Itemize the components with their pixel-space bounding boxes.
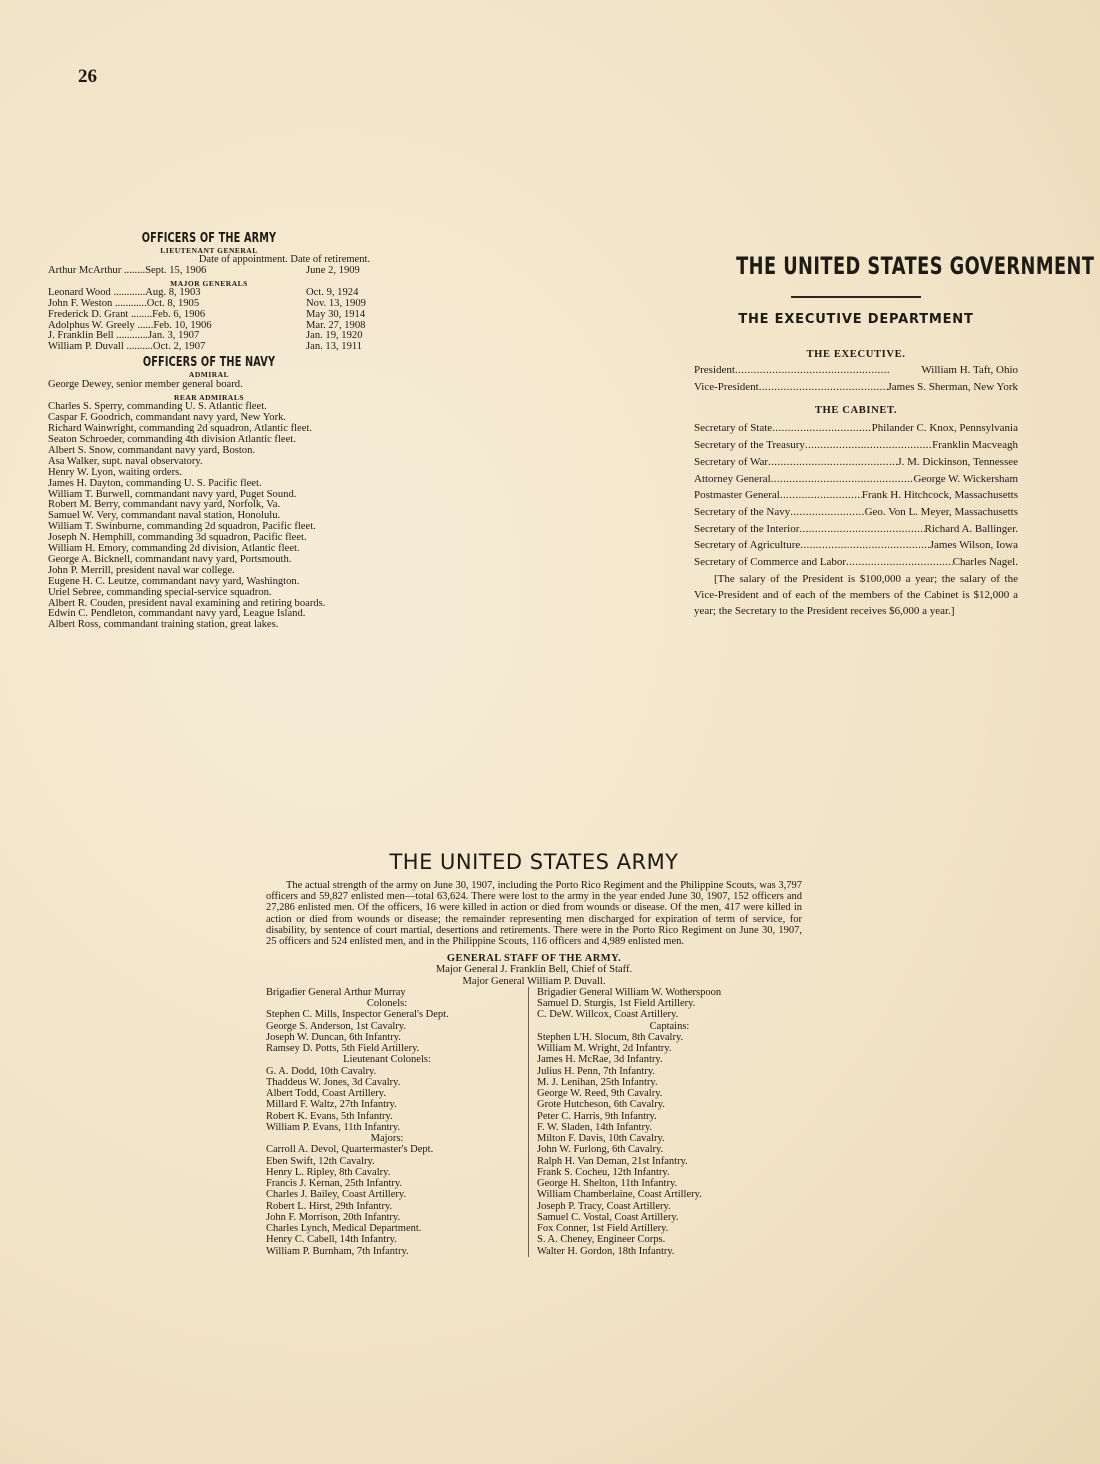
rear-admiral-entry: Eugene H. C. Leutze, commandant navy yard, Washington. — [48, 575, 300, 587]
staff-officer: Samuel D. Sturgis, 1st Field Artillery. — [537, 998, 696, 1010]
leader-dots — [768, 454, 897, 471]
rear-admiral-entry: Caspar F. Goodrich, commandant navy yard, New York. — [48, 412, 287, 424]
leader-dots — [772, 420, 871, 437]
staff-officer: Francis J. Kernan, 25th Infantry. — [266, 1178, 403, 1190]
rear-admiral-entry: James H. Dayton, commanding U. S. Pacific fleet. — [48, 477, 262, 489]
officer-retirement: Nov. 13, 1909 — [306, 297, 366, 309]
salary-note: [The salary of the President is $100,000 a year; the salary of the Vice-President and of each of the members of the Cabinet is $12,000 a year; the Secretary to the President receives $6,000 a year.] — [694, 572, 1018, 618]
rear-admiral-entry: John P. Merrill, president naval war college. — [48, 564, 235, 576]
officers-section — [48, 230, 370, 631]
officer-appointment: Arthur McArthur ........Sept. 15, 1906 — [48, 265, 207, 276]
leader-dots — [780, 487, 862, 504]
lieutenant-general-heading: LIEUTENANT GENERAL — [160, 246, 258, 255]
office-title: Secretary of the Interior — [694, 522, 800, 535]
office-title: Postmaster General — [694, 489, 780, 502]
lieutenant-general-list — [48, 266, 370, 277]
cabinet-heading: THE CABINET. — [814, 405, 898, 417]
leader-dots — [800, 537, 929, 554]
office-row — [694, 487, 1018, 504]
rear-admiral-entry: Samuel W. Very, commandant naval station, Honolulu. — [48, 510, 281, 522]
staff-officer: Samuel C. Vostal, Coast Artillery. — [537, 1211, 679, 1223]
staff-officer: Charles J. Bailey, Coast Artillery. — [266, 1189, 407, 1201]
rear-admirals-heading: REAR ADMIRALS — [173, 393, 245, 403]
staff-officer: Peter C. Harris, 9th Infantry. — [537, 1110, 657, 1122]
department-heading: THE EXECUTIVE DEPARTMENT — [738, 312, 974, 327]
leader-dots — [735, 362, 921, 379]
leader-dots — [799, 521, 924, 538]
office-row — [694, 504, 1018, 521]
office-holder: George W. Wickersham — [913, 472, 1018, 485]
rear-admirals-list — [48, 402, 370, 631]
rear-admiral-entry: Henry W. Lyon, waiting orders. — [48, 466, 182, 478]
office-row — [694, 454, 1018, 471]
office-holder: Charles Nagel. — [952, 556, 1018, 569]
navy-officers-title: OFFICERS OF THE NAVY — [142, 354, 276, 371]
staff-officer: Brigadier General William W. Wotherspoon — [537, 986, 722, 998]
staff-officer: Eben Swift, 12th Cavalry. — [266, 1155, 375, 1167]
second-major-general: Major General William P. Duvall. — [462, 975, 606, 987]
staff-officer: Ralph H. Van Deman, 21st Infantry. — [537, 1155, 688, 1167]
office-title: Secretary of the Treasury — [694, 439, 805, 452]
dates-heading: Date of appointment. Date of retirement. — [198, 254, 370, 265]
rear-admiral-entry: Joseph N. Hemphill, commanding 3d squadron, Pacific fleet. — [48, 532, 307, 544]
officer-appointment: J. Franklin Bell ............Jan. 3, 1907 — [48, 331, 200, 342]
officer-appointment: Frederick D. Grant ........Feb. 6, 1906 — [48, 309, 206, 320]
rank-heading: Majors: — [370, 1133, 404, 1145]
leader-dots — [771, 471, 914, 488]
staff-officer: Walter H. Gordon, 18th Infantry. — [537, 1245, 675, 1257]
office-row — [694, 537, 1018, 554]
rank-heading: Colonels: — [366, 998, 408, 1010]
army-title: THE UNITED STATES ARMY — [389, 850, 679, 874]
chief-of-staff: Major General J. Franklin Bell, Chief of Staff. — [435, 964, 633, 976]
staff-officer: S. A. Cheney, Engineer Corps. — [537, 1234, 666, 1246]
staff-officer: Joseph P. Tracy, Coast Artillery. — [537, 1200, 671, 1212]
office-row — [694, 379, 1018, 396]
staff-officer: Fox Conner, 1st Field Artillery. — [537, 1223, 669, 1235]
office-title: Secretary of Commerce and Labor — [694, 556, 847, 569]
office-holder: Geo. Von L. Meyer, Massachusetts — [864, 505, 1018, 518]
office-holder: James S. Sherman, New York — [887, 380, 1018, 393]
staff-officer: George S. Anderson, 1st Cavalry. — [266, 1020, 406, 1032]
staff-officer: F. W. Sladen, 14th Infantry. — [537, 1121, 653, 1133]
general-staff-columns — [266, 987, 802, 1257]
staff-officer: Milton F. Davis, 10th Cavalry. — [537, 1133, 665, 1145]
office-holder: James Wilson, Iowa — [929, 539, 1018, 552]
rear-admiral-entry: Asa Walker, supt. naval observatory. — [48, 455, 203, 467]
staff-officer: Stephen L'H. Slocum, 8th Cavalry. — [537, 1031, 684, 1043]
staff-officer: G. A. Dodd, 10th Cavalry. — [266, 1065, 377, 1077]
army-strength-paragraph: The actual strength of the army on June 30, 1907, including the Porto Rico Regiment and the Philippine Scouts, was 3,797 officers and 59,827 enlisted men—total 63,624. There were lost to the army in the year ended June 30, 1907, 152 officers and 27,286 enlisted men. Of the officers, 16 were killed in action or died from wounds or disease. Of the men, 417 were killed in action or died from wounds or disease; the remainder representing men discharged for expiration of term of service, for disability, by sentence of court martial, desertions and retirements. There were in the Porto Rico Regiment on June 30, 1907, 25 officers and 524 enlisted men, and in the Philippine Scouts, 116 officers and 4,989 enlisted men. — [266, 880, 802, 948]
rank-heading: Captains: — [649, 1020, 690, 1032]
general-staff-left-column — [266, 987, 528, 1257]
staff-officer: Thaddeus W. Jones, 3d Cavalry. — [266, 1076, 401, 1088]
leader-dots — [805, 437, 932, 454]
rear-admiral-entry: William H. Emory, commanding 2d division, Atlantic fleet. — [48, 543, 300, 555]
cabinet-list — [694, 420, 1018, 570]
title-rule — [791, 296, 921, 298]
office-title: Vice-President — [694, 380, 759, 393]
staff-officer: Albert Todd, Coast Artillery. — [266, 1088, 387, 1100]
staff-officer: William P. Burnham, 7th Infantry. — [266, 1245, 409, 1257]
office-row — [694, 420, 1018, 437]
government-section — [694, 252, 1095, 620]
leader-dots — [846, 554, 953, 571]
executive-list — [694, 362, 1018, 395]
general-staff-heading: GENERAL STAFF OF THE ARMY. — [446, 953, 622, 965]
office-title: Secretary of Agriculture — [694, 539, 801, 552]
staff-officer: C. DeW. Willcox, Coast Artillery. — [537, 1009, 679, 1021]
staff-officer: Carroll A. Devol, Quartermaster's Dept. — [266, 1144, 434, 1156]
leader-dots — [790, 504, 864, 521]
army-officers-title: OFFICERS OF THE ARMY — [141, 230, 277, 246]
officer-appointment: Leonard Wood ............Aug. 8, 1903 — [48, 287, 201, 298]
staff-officer: Robert K. Evans, 5th Infantry. — [266, 1110, 393, 1122]
rear-admiral-entry: Albert Ross, commandant training station, great lakes. — [48, 619, 279, 631]
rear-admiral-entry: Albert R. Couden, president naval examining and retiring boards. — [48, 597, 326, 609]
staff-officer: M. J. Lenihan, 25th Infantry. — [537, 1076, 658, 1088]
office-holder: Franklin Macveagh — [932, 439, 1018, 452]
officer-retirement: Oct. 9, 1924 — [306, 286, 359, 298]
officer-appointment: William P. Duvall ..........Oct. 2, 1907 — [48, 342, 206, 353]
staff-officer: William Chamberlaine, Coast Artillery. — [537, 1189, 702, 1201]
rear-admiral-entry: George A. Bicknell, commandant navy yard, Portsmouth. — [48, 553, 292, 565]
staff-officer: Henry C. Cabell, 14th Infantry. — [266, 1234, 397, 1246]
rear-admiral-entry: William T. Burwell, commandant navy yard, Puget Sound. — [48, 488, 297, 500]
rear-admiral-entry: Edwin C. Pendleton, commandant navy yard, League Island. — [48, 608, 306, 620]
office-holder: Philander C. Knox, Pennsylvania — [871, 422, 1018, 435]
rear-admiral-entry: Albert S. Snow, commandant navy yard, Boston. — [48, 444, 256, 456]
office-row — [694, 471, 1018, 488]
rear-admiral-entry: Richard Wainwright, commanding 2d squadron, Atlantic fleet. — [48, 423, 313, 435]
staff-officer: Stephen C. Mills, Inspector General's Dept. — [266, 1009, 449, 1021]
staff-officer: George H. Shelton, 11th Infantry. — [537, 1178, 678, 1190]
officer-retirement: June 2, 1909 — [306, 264, 360, 276]
officer-row — [48, 310, 370, 321]
office-row — [694, 554, 1018, 571]
officer-retirement: Jan. 19, 1920 — [306, 330, 363, 342]
staff-officer: Robert L. Hirst, 29th Infantry. — [266, 1200, 393, 1212]
staff-officer: Brigadier General Arthur Murray — [266, 986, 406, 998]
staff-officer: William M. Wright, 2d Infantry. — [537, 1043, 672, 1055]
staff-officer: William P. Evans, 11th Infantry. — [266, 1121, 401, 1133]
page-number: 26 — [78, 66, 97, 87]
rear-admiral-entry: Robert M. Berry, commandant navy yard, Norfolk, Va. — [48, 499, 281, 511]
staff-officer: Grote Hutcheson, 6th Cavalry. — [537, 1099, 665, 1111]
rear-admiral-entry: Uriel Sebree, commanding special-service squadron. — [48, 586, 272, 598]
office-row — [694, 437, 1018, 454]
staff-officer: James H. McRae, 3d Infantry. — [537, 1054, 663, 1066]
staff-officer: Joseph W. Duncan, 6th Infantry. — [266, 1031, 401, 1043]
admiral-entry: George Dewey, senior member general board. — [48, 379, 243, 391]
office-holder: Richard A. Ballinger. — [924, 522, 1018, 535]
office-holder: Frank H. Hitchcock, Massachusetts — [861, 489, 1018, 502]
staff-officer: Julius H. Penn, 7th Infantry. — [537, 1065, 656, 1077]
rank-heading: Lieutenant Colonels: — [343, 1054, 431, 1066]
staff-officer: John W. Furlong, 6th Cavalry. — [537, 1144, 664, 1156]
office-title: Attorney General — [694, 472, 771, 485]
executive-heading: THE EXECUTIVE. — [806, 349, 906, 360]
staff-officer: Charles Lynch, Medical Department. — [266, 1223, 422, 1235]
officer-appointment: John F. Weston ............Oct. 8, 1905 — [48, 298, 200, 309]
officer-row — [48, 266, 370, 277]
office-holder: J. M. Dickinson, Tennessee — [897, 455, 1018, 468]
staff-officer: Henry L. Ripley, 8th Cavalry. — [266, 1166, 391, 1178]
officer-row — [48, 299, 370, 310]
office-row — [694, 521, 1018, 538]
officer-retirement: Jan. 13, 1911 — [306, 341, 363, 353]
office-title: President — [694, 364, 735, 376]
officer-retirement: May 30, 1914 — [306, 308, 366, 320]
office-row — [694, 362, 1018, 379]
staff-officer: Ramsey D. Potts, 5th Field Artillery. — [266, 1043, 420, 1055]
government-title: THE UNITED STATES GOVERNMENT — [736, 252, 1095, 280]
office-holder: William H. Taft, Ohio — [921, 364, 1018, 376]
officer-retirement: Mar. 27, 1908 — [306, 319, 366, 331]
officer-row — [48, 342, 370, 353]
admiral-heading: ADMIRAL — [188, 370, 230, 380]
rear-admiral-entry: Charles S. Sperry, commanding U. S. Atlantic fleet. — [48, 401, 267, 413]
major-generals-list — [48, 288, 370, 353]
office-title: Secretary of the Navy — [694, 505, 791, 518]
staff-officer: John F. Morrison, 20th Infantry. — [266, 1211, 401, 1223]
officer-appointment: Adolphus W. Greely ......Feb. 10, 1906 — [48, 320, 212, 331]
staff-officer: George W. Reed, 9th Cavalry. — [537, 1088, 663, 1100]
leader-dots — [759, 379, 888, 396]
rear-admiral-entry: Seaton Schroeder, commanding 4th division Atlantic fleet. — [48, 433, 296, 445]
rear-admiral-entry: William T. Swinburne, commanding 2d squadron, Pacific fleet. — [48, 521, 316, 533]
general-staff-right-column — [528, 987, 802, 1257]
army-section — [266, 850, 802, 1257]
office-title: Secretary of War — [694, 455, 769, 468]
staff-officer: Millard F. Waltz, 27th Infantry. — [266, 1099, 397, 1111]
staff-officer: Frank S. Cocheu, 12th Infantry. — [537, 1166, 670, 1178]
office-title: Secretary of State — [694, 422, 773, 435]
major-generals-heading: MAJOR GENERALS — [170, 278, 248, 288]
